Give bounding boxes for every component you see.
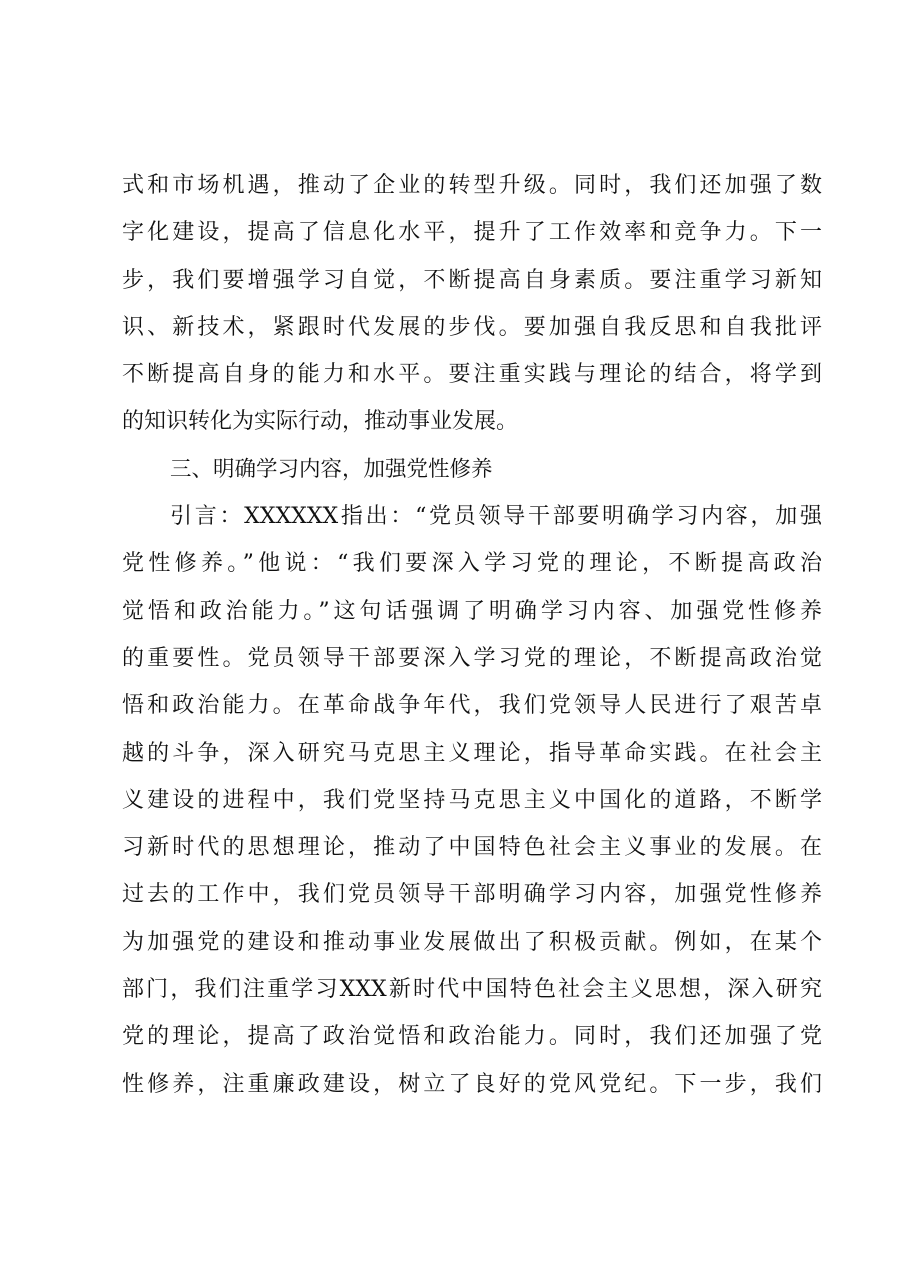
text-line: 为加强党的建设和推动事业发展做出了积极贡献。例如，在某个 — [122, 929, 822, 955]
text-line: 义建设的进程中，我们党坚持马克思主义中国化的道路，不断学 — [122, 787, 822, 813]
text-line: 觉悟和政治能力。”这句话强调了明确学习内容、加强党性修养 — [122, 598, 822, 624]
text-line: 识、新技术，紧跟时代发展的步伐。要加强自我反思和自我批评 — [122, 314, 822, 340]
text-line: 过去的工作中，我们党员领导干部明确学习内容，加强党性修养 — [122, 882, 822, 908]
text-line: 部门，我们注重学习XXX新时代中国特色社会主义思想，深入研究 — [122, 977, 822, 1003]
text-line: 党性修养。”他说：“我们要深入学习党的理论，不断提高政治 — [122, 551, 822, 577]
text-line: 的重要性。党员领导干部要深入学习党的理论，不断提高政治觉 — [122, 645, 822, 671]
text-line: 的知识转化为实际行动，推动事业发展。 — [122, 409, 519, 435]
text-line: 步，我们要增强学习自觉，不断提高自身素质。要注重学习新知 — [122, 267, 822, 293]
text-line: 越的斗争，深入研究马克思主义理论，指导革命实践。在社会主 — [122, 740, 822, 766]
text-line: 悟和政治能力。在革命战争年代，我们党领导人民进行了艰苦卓 — [122, 693, 822, 719]
text-line: 习新时代的思想理论，推动了中国特色社会主义事业的发展。在 — [122, 835, 822, 861]
text-line: 式和市场机遇，推动了企业的转型升级。同时，我们还加强了数 — [122, 173, 822, 198]
section-heading: 三、明确学习内容，加强党性修养 — [170, 456, 493, 482]
text-line: 党的理论，提高了政治觉悟和政治能力。同时，我们还加强了党 — [122, 1024, 822, 1050]
document-body — [122, 162, 822, 1108]
text-line: 性修养，注重廉政建设，树立了良好的党风党纪。下一步，我们 — [122, 1071, 822, 1097]
text-line: 引言：XXXXXX指出：“党员领导干部要明确学习内容，加强 — [170, 504, 822, 530]
text-line: 字化建设，提高了信息化水平，提升了工作效率和竞争力。下一 — [122, 220, 822, 246]
text-line: 不断提高自身的能力和水平。要注重实践与理论的结合，将学到 — [122, 362, 822, 388]
